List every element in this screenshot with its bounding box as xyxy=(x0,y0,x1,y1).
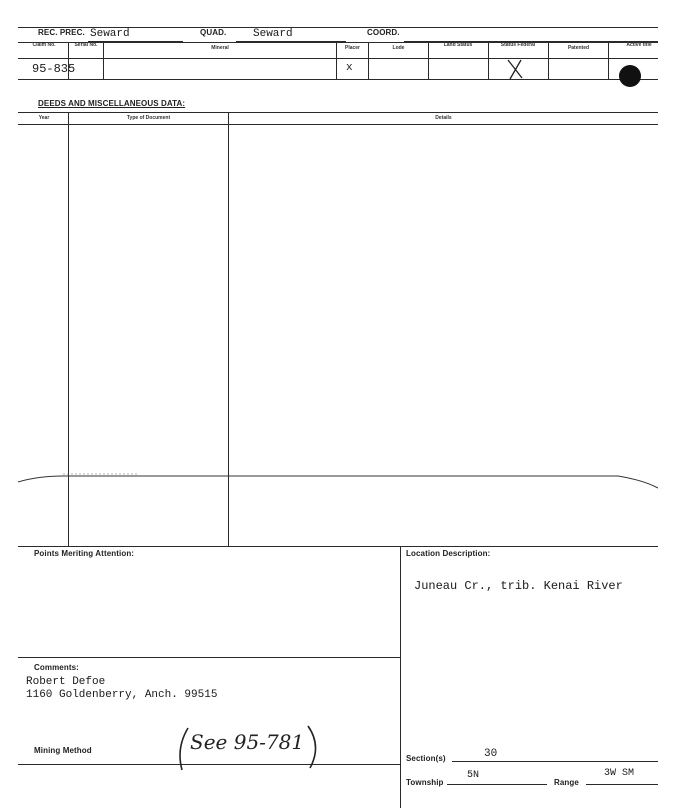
rec-prec-label: REC. PREC. xyxy=(38,28,85,37)
section-underline xyxy=(452,761,658,762)
col-header-lode: Lode xyxy=(392,45,405,51)
range-value: 3W SM xyxy=(604,768,635,779)
mining-method-label: Mining Method xyxy=(34,746,92,755)
col-header-details: Details xyxy=(435,115,452,121)
col-header-type-of-document: Type of Document xyxy=(126,115,171,121)
mining-method-rule xyxy=(18,764,400,765)
deeds-rule-top xyxy=(18,112,658,113)
col-header-year: Year xyxy=(38,115,50,121)
placer-mark: x xyxy=(346,62,353,74)
header-grid-bottom xyxy=(18,79,658,80)
header-grid-mid xyxy=(18,58,658,59)
col-header-patented: Patented xyxy=(567,45,590,51)
mining-method-handwritten-note: See 95-781 xyxy=(190,730,305,754)
col-header-placer: Placer xyxy=(344,45,360,51)
deeds-rule-header xyxy=(18,124,658,125)
deeds-heading: DEEDS AND MISCELLANEOUS DATA: xyxy=(38,99,186,108)
comments-line-1: Robert Defoe xyxy=(26,676,106,688)
range-label: Range xyxy=(554,778,579,787)
location-description-label: Location Description: xyxy=(406,549,491,558)
page-fold-line xyxy=(18,468,658,492)
deeds-rule-bottom xyxy=(18,546,658,547)
col-header-serial-no: Serial No. xyxy=(74,42,98,48)
coord-label: COORD. xyxy=(367,28,400,37)
section-value: 30 xyxy=(484,748,498,760)
header-grid-top xyxy=(18,42,658,43)
section-label: Section(s) xyxy=(406,754,446,763)
lower-center-divider xyxy=(400,546,401,808)
col-header-claim-no: Claim No. xyxy=(32,42,56,48)
handwritten-bracket-left xyxy=(174,726,190,772)
col-divider xyxy=(608,42,609,79)
points-meriting-label: Points Meriting Attention: xyxy=(34,549,135,558)
status-federal-x-mark xyxy=(505,58,525,80)
claim-no-value: 95-835 xyxy=(32,62,76,76)
range-underline xyxy=(586,784,658,785)
rec-prec-value: Seward xyxy=(90,28,130,40)
col-divider xyxy=(428,42,429,79)
col-header-mineral: Mineral xyxy=(211,45,229,51)
active-title-dot xyxy=(618,64,642,88)
comments-rule xyxy=(18,657,400,658)
quad-value: Seward xyxy=(253,28,293,40)
township-value: 5N xyxy=(467,770,480,781)
township-label: Township xyxy=(406,778,444,787)
quad-label: QUAD. xyxy=(200,28,227,37)
col-divider xyxy=(488,42,489,79)
col-header-land-status: Land Status xyxy=(443,42,473,48)
col-header-active-title: Active title xyxy=(626,42,652,48)
comments-line-2: 1160 Goldenberry, Anch. 99515 xyxy=(26,689,218,701)
handwritten-bracket-right xyxy=(306,724,324,770)
township-underline xyxy=(447,784,547,785)
comments-label: Comments: xyxy=(34,663,79,672)
col-header-status-federal: Status Federal xyxy=(500,42,536,48)
location-description-value: Juneau Cr., trib. Kenai River xyxy=(414,579,623,593)
